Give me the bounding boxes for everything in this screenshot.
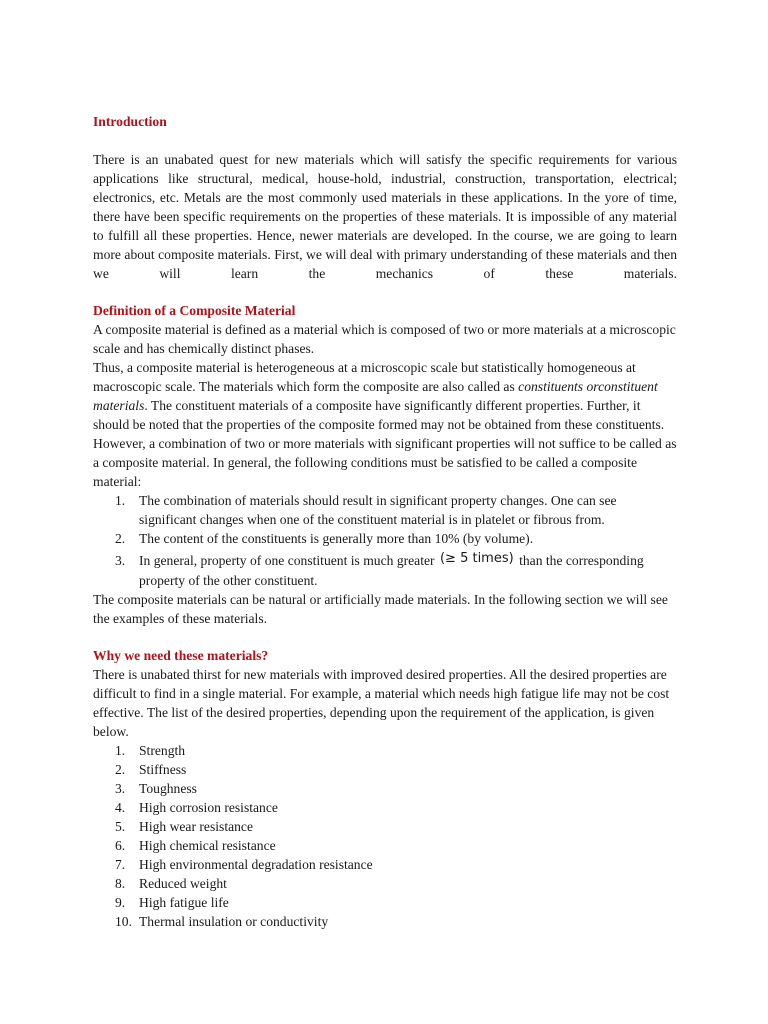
list-item-number: 7. [115, 857, 126, 872]
list-item-text: Reduced weight [139, 876, 227, 891]
list-item-text: Stiffness [139, 762, 187, 777]
definition-paragraph-1: A composite material is defined as a material which is composed of two or more materials at a microscopic scale and has chemically distinct phases. [93, 322, 676, 356]
composite-conditions-list [93, 491, 677, 590]
why-paragraph: There is unabated thirst for new materials with improved desired properties. All the desired properties are difficult to find in a single material. For example, a material which needs high fatigue life may not be cost effective. The list of the desired properties, depending upon the requirement of the application, is given below. [93, 667, 670, 739]
document-page [93, 112, 677, 931]
list-item-text: High chemical resistance [139, 838, 276, 853]
list-item-number: 9. [115, 895, 126, 910]
definition-paragraph-2-text-b: . The constituent materials of a composite have significantly different properties. Further, it should be noted that the properties of the composite formed may not be obtained from these constituents. However, a combination of two or more materials with significant properties will not suffice to be called as a composite material. In general, the following conditions must be satisfied to be called a composite material: [93, 398, 677, 489]
list-item-number: 4. [115, 800, 126, 815]
list-item [93, 855, 677, 874]
list-item [93, 912, 677, 931]
constituent-materials-term: constituents orconstituent materials [93, 379, 658, 413]
list-item-text: High corrosion resistance [139, 800, 278, 815]
list-item-text: The combination of materials should result in significant property changes. One can see significant changes when one of the constituent material is in platelet or fibrous from. [139, 493, 617, 527]
list-item-text-a: In general, property of one constituent is much greater [139, 553, 438, 568]
introduction-heading: Introduction [93, 114, 167, 129]
list-item-text: The content of the constituents is generally more than 10% (by volume). [139, 531, 534, 546]
list-item [93, 491, 677, 529]
list-item [93, 817, 677, 836]
list-item [93, 874, 677, 893]
list-item-number: 8. [115, 876, 126, 891]
list-item-text: High environmental degradation resistance [139, 857, 373, 872]
list-item-number: 6. [115, 838, 126, 853]
definition-heading: Definition of a Composite Material [93, 303, 296, 318]
list-item-text: High fatigue life [139, 895, 229, 910]
why-heading: Why we need these materials? [93, 648, 269, 663]
list-item-number: 3. [115, 781, 126, 796]
list-item [93, 551, 677, 590]
list-item [93, 798, 677, 817]
math-expression: (≥ 5 times) [439, 551, 514, 566]
list-item-number: 1. [115, 743, 126, 758]
definition-paragraph-3: The composite materials can be natural or artificially made materials. In the following section we will see the examples of these materials. [93, 592, 668, 626]
list-item [93, 893, 677, 912]
introduction-paragraph: There is an unabated quest for new materials which will satisfy the specific requirements for various applications like structural, medical, house-hold, industrial, construction, transportation, electrical; electronics, etc. Metals are the most commonly used materials in these applications. In the yore of time, there have been specific requirements on the properties of these materials. It is impossible of any material to fulfill all these properties. Hence, newer materials are developed. In the course, we are going to learn more about composite materials. First, we will deal with primary understanding of these materials and then we will learn the mechanics of these materials. [93, 152, 677, 281]
list-item [93, 760, 677, 779]
list-item [93, 741, 677, 760]
list-item-number: 2. [115, 531, 126, 546]
list-item-number: 10. [115, 914, 132, 929]
list-item-number: 3. [115, 553, 126, 568]
list-item-number: 5. [115, 819, 126, 834]
list-item-text-b: than the corresponding property of the other constituent. [139, 553, 644, 588]
definition-paragraph-2-text-a: Thus, a composite material is heterogeneous at a microscopic scale but statistically homogeneous at macroscopic scale. The materials which form the composite are also called as [93, 360, 636, 394]
definition-paragraph-2 [93, 358, 677, 491]
list-item-text: Strength [139, 743, 186, 758]
list-item [93, 529, 677, 548]
list-item-text: High wear resistance [139, 819, 253, 834]
list-item-text: Toughness [139, 781, 197, 796]
list-item [93, 779, 677, 798]
list-item [93, 836, 677, 855]
list-item-number: 2. [115, 762, 126, 777]
desired-properties-list [93, 741, 677, 931]
list-item-text: Thermal insulation or conductivity [139, 914, 329, 929]
list-item-number: 1. [115, 493, 126, 508]
